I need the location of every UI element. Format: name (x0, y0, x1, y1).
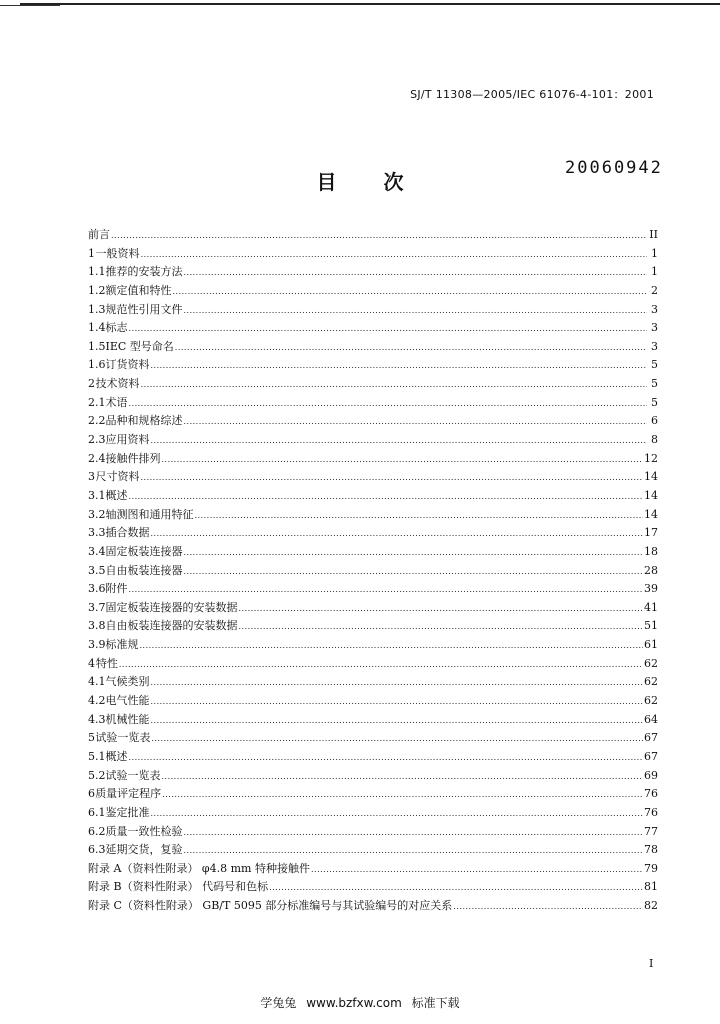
toc-dot-leader (453, 897, 643, 917)
toc-entry-number: 3.2 (88, 507, 106, 521)
toc-entry-title: 技术资料 (95, 377, 140, 391)
toc-entry-number: 2 (88, 377, 95, 391)
toc-dot-leader (184, 301, 648, 321)
toc-entry-title: 一般资料 (95, 246, 140, 260)
toc-entry-title: 规范性引用文件 (105, 302, 183, 316)
toc-dot-leader (141, 375, 647, 395)
toc-dot-leader (175, 338, 647, 358)
toc-entry-number: 6 (88, 787, 95, 801)
toc-entry-title: 前言 (88, 228, 110, 241)
toc-dot-leader (111, 226, 647, 246)
toc-entry-page: 1 (651, 265, 658, 279)
toc-entry-page: 3 (651, 339, 658, 353)
toc-dot-leader (140, 636, 644, 656)
toc-entry-page: 6 (651, 414, 658, 428)
toc-entry-page: 3 (651, 321, 658, 335)
toc-entry-page: 61 (644, 638, 658, 652)
toc-entry-title: 气候类别 (105, 675, 150, 689)
toc-entry-page: 14 (644, 507, 658, 521)
toc-entry[interactable] (88, 804, 658, 823)
toc-entry[interactable] (88, 897, 658, 916)
toc-dot-leader (129, 748, 644, 768)
toc-dot-leader (162, 785, 643, 805)
toc-entry-page: 51 (644, 619, 658, 633)
toc-entry-page: 39 (644, 582, 658, 596)
toc-entry-number: 3.6 (88, 582, 106, 596)
toc-entry-title: 鉴定批准 (105, 805, 150, 819)
toc-dot-leader (151, 431, 648, 451)
toc-entry-page: 14 (644, 470, 658, 484)
toc-entry-page: 81 (644, 880, 658, 894)
toc-entry-number: 1.5 (88, 339, 106, 353)
toc-entry-title: 概述 (105, 488, 128, 502)
toc-entry-title: 试验一览表 (105, 768, 161, 782)
toc-entry-title: 标准规 (105, 638, 139, 652)
toc-dot-leader (269, 878, 643, 898)
toc-entry[interactable] (88, 338, 658, 357)
toc-entry-page: 67 (644, 731, 658, 745)
toc-dot-leader (162, 767, 644, 787)
toc-dot-leader (151, 804, 644, 824)
toc-entry-title: 试验一览表 (95, 731, 151, 745)
toc-entry[interactable] (88, 431, 658, 450)
toc-dot-leader (151, 673, 644, 693)
toc-entry-title: 电气性能 (105, 694, 150, 708)
toc-dot-leader (141, 468, 644, 488)
toc-entry-number: 3.4 (88, 544, 106, 558)
toc-entry-page: 28 (644, 563, 658, 577)
toc-entry-title: 推荐的安装方法 (105, 265, 183, 279)
toc-entry-title: 轴测图和通用特征 (105, 507, 194, 521)
toc-entry[interactable] (88, 748, 658, 767)
toc-entry-page: 82 (644, 899, 658, 913)
toc-entry-page: 41 (644, 600, 658, 614)
toc-entry[interactable] (88, 319, 658, 338)
toc-entry-number: 1.2 (88, 283, 106, 297)
toc-entry-page: 62 (644, 694, 658, 708)
toc-entry-title: 质量评定程序 (95, 787, 162, 801)
toc-entry-title: 品种和规格综述 (105, 414, 183, 428)
toc-dot-leader (162, 450, 644, 470)
toc-entry-page: 3 (651, 302, 658, 316)
toc-entry[interactable] (88, 617, 658, 636)
toc-entry-number: 3.9 (88, 638, 106, 652)
toc-dot-leader (141, 245, 647, 265)
toc-entry-title: 附录 B（资料性附录） 代码号和色标 (88, 880, 269, 894)
toc-entry-number: 2.2 (88, 414, 106, 428)
toc-entry[interactable] (88, 245, 658, 264)
page-number: I (649, 957, 654, 970)
toc-entry-title: 附录 C（资料性附录） GB/T 5095 部分标准编号与其试验编号的对应关系 (88, 899, 453, 913)
toc-entry-number: 5 (88, 731, 95, 745)
toc-entry-number: 2.1 (88, 395, 106, 409)
toc-entry-title: 订货资料 (105, 358, 150, 372)
toc-entry-title: 质量一致性检验 (105, 824, 183, 838)
toc-entry-number: 2.4 (88, 451, 106, 465)
toc-entry-title: 自由板装连接器的安装数据 (105, 619, 238, 633)
toc-entry-title: 插合数据 (105, 526, 150, 540)
toc-entry-page: II (649, 228, 658, 241)
toc-entry[interactable] (88, 878, 658, 897)
toc-entry-number: 6.2 (88, 824, 106, 838)
toc-dot-leader (239, 617, 644, 637)
toc-entry-number: 5.2 (88, 768, 106, 782)
toc-entry-number: 4 (88, 656, 95, 670)
toc-dot-leader (184, 263, 648, 283)
toc-dot-leader (184, 412, 648, 432)
toc-entry[interactable] (88, 860, 658, 879)
toc-entry-number: 1.6 (88, 358, 106, 372)
toc-entry-page: 78 (644, 843, 658, 857)
toc-entry-number: 4.3 (88, 712, 106, 726)
toc-entry-page: 79 (644, 861, 658, 875)
standard-code: SJ/T 11308—2005/IEC 61076-4-101：2001 (410, 88, 654, 101)
toc-entry-title: 自由板装连接器 (105, 563, 183, 577)
toc-dot-leader (129, 394, 648, 414)
toc-entry-page: 5 (651, 395, 658, 409)
toc-entry-number: 6.3 (88, 843, 106, 857)
toc-entry[interactable] (88, 580, 658, 599)
toc-dot-leader (151, 729, 643, 749)
toc-entry-number: 1.4 (88, 321, 106, 335)
toc-entry-number: 2.3 (88, 433, 106, 447)
toc-entry-page: 14 (644, 488, 658, 502)
toc-entry-page: 5 (651, 358, 658, 372)
toc-dot-leader (151, 711, 644, 731)
toc-entry-title: 应用资料 (105, 433, 150, 447)
toc-entry-page: 77 (644, 824, 658, 838)
table-of-contents (88, 226, 658, 916)
toc-entry[interactable] (88, 767, 658, 786)
toc-entry[interactable] (88, 599, 658, 618)
page-title: 目 次 (316, 170, 404, 194)
toc-dot-leader (195, 506, 644, 526)
toc-entry[interactable] (88, 356, 658, 375)
toc-entry-number: 6.1 (88, 805, 106, 819)
toc-entry-page: 76 (644, 805, 658, 819)
toc-entry-number: 3.8 (88, 619, 106, 633)
toc-entry-page: 64 (644, 712, 658, 726)
toc-entry-title: 额定值和特性 (105, 283, 172, 297)
toc-entry-page: 69 (644, 768, 658, 782)
toc-entry-title: 术语 (105, 395, 128, 409)
toc-dot-leader (184, 841, 644, 861)
toc-entry-number: 1.1 (88, 265, 106, 279)
toc-entry[interactable] (88, 729, 658, 748)
toc-entry-title: 标志 (105, 321, 128, 335)
toc-entry-page: 17 (644, 526, 658, 540)
toc-entry-page: 62 (644, 675, 658, 689)
toc-entry-page: 2 (651, 283, 658, 297)
toc-dot-leader (184, 562, 644, 582)
toc-entry-number: 5.1 (88, 749, 106, 763)
toc-entry[interactable] (88, 673, 658, 692)
toc-dot-leader (129, 319, 648, 339)
footer-watermark: 学兔兔 www.bzfxw.com 标准下载 (260, 996, 460, 1010)
toc-entry-title: 尺寸资料 (95, 470, 140, 484)
toc-entry-page: 8 (651, 433, 658, 447)
toc-entry-page: 76 (644, 787, 658, 801)
toc-entry[interactable] (88, 785, 658, 804)
toc-entry[interactable] (88, 655, 658, 674)
top-border-rule (0, 0, 720, 8)
toc-dot-leader (151, 692, 644, 712)
toc-dot-leader (184, 543, 644, 563)
serial-number-stamp: 20060942 (565, 158, 663, 178)
toc-dot-leader (311, 860, 643, 880)
toc-entry[interactable] (88, 226, 658, 245)
toc-entry[interactable] (88, 692, 658, 711)
toc-entry-page: 1 (651, 246, 658, 260)
toc-entry[interactable] (88, 543, 658, 562)
toc-entry[interactable] (88, 506, 658, 525)
toc-entry-page: 67 (644, 749, 658, 763)
toc-dot-leader (173, 282, 648, 302)
toc-dot-leader (239, 599, 644, 619)
toc-entry-title: 固定板装连接器的安装数据 (105, 600, 238, 614)
toc-entry-title: 接触件排列 (105, 451, 161, 465)
toc-entry[interactable] (88, 282, 658, 301)
toc-entry[interactable] (88, 524, 658, 543)
toc-entry-title: 延期交货，复验 (105, 843, 183, 857)
toc-entry-number: 3.3 (88, 526, 106, 540)
toc-entry-title: 机械性能 (105, 712, 150, 726)
toc-entry-title: 固定板装连接器 (105, 544, 183, 558)
toc-entry-number: 3.1 (88, 488, 106, 502)
toc-entry-number: 3 (88, 470, 95, 484)
toc-entry-number: 3.5 (88, 563, 106, 577)
toc-dot-leader (129, 580, 644, 600)
toc-entry-page: 5 (651, 377, 658, 391)
toc-dot-leader (184, 823, 644, 843)
toc-entry-page: 18 (644, 544, 658, 558)
toc-entry[interactable] (88, 841, 658, 860)
toc-entry[interactable] (88, 636, 658, 655)
toc-entry-number: 4.1 (88, 675, 106, 689)
toc-entry-title: 附件 (105, 582, 128, 596)
toc-entry[interactable] (88, 823, 658, 842)
toc-dot-leader (129, 487, 644, 507)
toc-entry-title: 特性 (95, 656, 118, 670)
toc-entry-number: 1 (88, 246, 95, 260)
toc-entry[interactable] (88, 487, 658, 506)
toc-entry[interactable] (88, 711, 658, 730)
toc-entry[interactable] (88, 412, 658, 431)
toc-entry-page: 12 (644, 451, 658, 465)
toc-entry[interactable] (88, 562, 658, 581)
toc-entry-title: 概述 (105, 749, 128, 763)
toc-entry[interactable] (88, 450, 658, 469)
toc-dot-leader (151, 524, 644, 544)
toc-entry[interactable] (88, 263, 658, 282)
toc-dot-leader (119, 655, 643, 675)
toc-entry-title: IEC 型号命名 (105, 339, 174, 353)
toc-entry[interactable] (88, 301, 658, 320)
toc-entry[interactable] (88, 375, 658, 394)
toc-entry-page: 62 (644, 656, 658, 670)
toc-entry-number: 3.7 (88, 600, 106, 614)
toc-entry[interactable] (88, 468, 658, 487)
toc-entry-number: 1.3 (88, 302, 106, 316)
toc-entry-number: 4.2 (88, 694, 106, 708)
toc-entry[interactable] (88, 394, 658, 413)
toc-dot-leader (151, 356, 648, 376)
toc-entry-title: 附录 A（资料性附录） φ4.8 mm 特种接触件 (88, 861, 310, 875)
